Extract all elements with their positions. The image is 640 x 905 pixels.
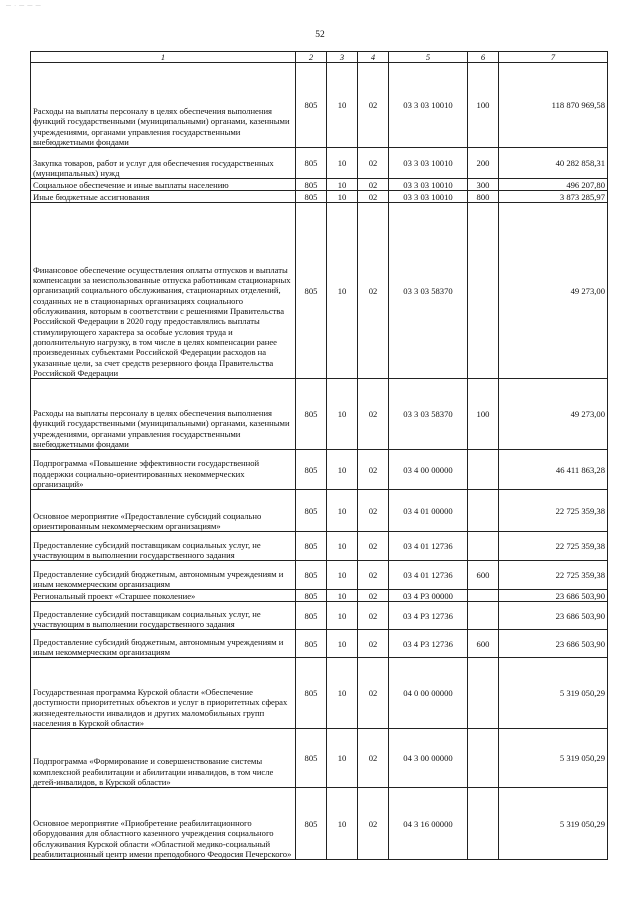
table-body [31,63,608,860]
expense-type-code [468,450,499,490]
table-row [31,561,608,590]
amount-value: 5 319 050,29 [499,658,608,729]
table-row [31,602,608,630]
amount-value: 40 282 858,31 [499,148,608,179]
subsection-code: 02 [358,148,389,179]
column-header: 5 [389,52,468,63]
target-code: 03 3 03 10010 [389,63,468,148]
section-code: 10 [327,602,358,630]
ministry-code: 805 [296,788,327,860]
amount-value: 46 411 863,28 [499,450,608,490]
amount-value: 3 873 285,97 [499,191,608,203]
expense-type-code [468,658,499,729]
target-code: 03 4 01 12736 [389,532,468,561]
subsection-code: 02 [358,788,389,860]
column-header: 7 [499,52,608,63]
section-code: 10 [327,532,358,561]
expense-type-code [468,532,499,561]
section-code: 10 [327,191,358,203]
section-code: 10 [327,590,358,602]
amount-value: 5 319 050,29 [499,729,608,788]
expense-type-code: 800 [468,191,499,203]
section-code: 10 [327,450,358,490]
table-row [31,788,608,860]
subsection-code: 02 [358,490,389,532]
subsection-code: 02 [358,191,389,203]
amount-value: 23 686 503,90 [499,602,608,630]
target-code: 04 0 00 00000 [389,658,468,729]
ministry-code: 805 [296,203,327,379]
subsection-code: 02 [358,658,389,729]
column-header: 2 [296,52,327,63]
expense-type-code [468,590,499,602]
target-code: 03 3 03 58370 [389,379,468,450]
amount-value: 5 319 050,29 [499,788,608,860]
expense-type-code: 200 [468,148,499,179]
amount-value: 22 725 359,38 [499,561,608,590]
section-code: 10 [327,658,358,729]
column-header: 4 [358,52,389,63]
expense-type-code [468,203,499,379]
subsection-code: 02 [358,630,389,658]
subsection-code: 02 [358,450,389,490]
amount-value: 49 273,00 [499,203,608,379]
row-name: Предоставление субсидий бюджетным, автономным учреждениям и иным некоммерческим организациям [31,630,296,658]
row-name: Иные бюджетные ассигнования [31,191,296,203]
row-name: Региональный проект «Старшее поколение» [31,590,296,602]
target-code: 03 4 P3 00000 [389,590,468,602]
table-row [31,379,608,450]
expense-type-code [468,788,499,860]
expense-type-code [468,602,499,630]
target-code: 03 3 03 10010 [389,179,468,191]
table-header-row [31,52,608,63]
scan-artifact: — · — — — [6,4,42,9]
subsection-code: 02 [358,729,389,788]
ministry-code: 805 [296,729,327,788]
row-name: Подпрограмма «Формирование и совершенствование системы комплексной реабилитации и абилитации инвалидов, в том числе детей-инвалидов, в Курской области» [31,729,296,788]
budget-table [30,51,608,860]
table-row [31,191,608,203]
amount-value: 22 725 359,38 [499,490,608,532]
ministry-code: 805 [296,602,327,630]
amount-value: 23 686 503,90 [499,630,608,658]
table-row [31,658,608,729]
section-code: 10 [327,788,358,860]
row-name: Основное мероприятие «Приобретение реабилитационного оборудования для областного казенного учреждения социального обслуживания Курской области «Областной медико-социальный реабилитационный центр имени преподобного Феодосия Печерского» [31,788,296,860]
ministry-code: 805 [296,179,327,191]
ministry-code: 805 [296,148,327,179]
ministry-code: 805 [296,658,327,729]
table-row [31,729,608,788]
column-header: 3 [327,52,358,63]
row-name: Предоставление субсидий бюджетным, автономным учреждениям и иным некоммерческим организациям [31,561,296,590]
ministry-code: 805 [296,191,327,203]
ministry-code: 805 [296,590,327,602]
row-name: Государственная программа Курской области «Обеспечение доступности приоритетных объектов и услуг в приоритетных сферах жизнедеятельности инвалидов и других маломобильных групп населения в Курской области» [31,658,296,729]
subsection-code: 02 [358,63,389,148]
target-code: 03 4 00 00000 [389,450,468,490]
amount-value: 49 273,00 [499,379,608,450]
subsection-code: 02 [358,602,389,630]
subsection-code: 02 [358,379,389,450]
target-code: 03 4 P3 12736 [389,602,468,630]
section-code: 10 [327,203,358,379]
table-row [31,450,608,490]
row-name: Закупка товаров, работ и услуг для обеспечения государственных (муниципальных) нужд [31,148,296,179]
expense-type-code: 100 [468,379,499,450]
section-code: 10 [327,561,358,590]
section-code: 10 [327,630,358,658]
table-row [31,148,608,179]
section-code: 10 [327,148,358,179]
amount-value: 23 686 503,90 [499,590,608,602]
row-name: Основное мероприятие «Предоставление субсидий социально ориентированным некоммерческим организациям» [31,490,296,532]
amount-value: 22 725 359,38 [499,532,608,561]
amount-value: 496 207,80 [499,179,608,191]
table-row [31,490,608,532]
amount-value: 118 870 969,58 [499,63,608,148]
target-code: 03 4 01 12736 [389,561,468,590]
column-header: 1 [31,52,296,63]
table-row [31,590,608,602]
subsection-code: 02 [358,590,389,602]
target-code: 03 3 03 10010 [389,191,468,203]
section-code: 10 [327,63,358,148]
expense-type-code [468,490,499,532]
column-header: 6 [468,52,499,63]
ministry-code: 805 [296,532,327,561]
ministry-code: 805 [296,379,327,450]
expense-type-code: 600 [468,561,499,590]
subsection-code: 02 [358,203,389,379]
table-row [31,179,608,191]
row-name: Предоставление субсидий поставщикам социальных услуг, не участвующим в выполнении государственного задания [31,532,296,561]
row-name: Социальное обеспечение и иные выплаты населению [31,179,296,191]
subsection-code: 02 [358,532,389,561]
target-code: 03 4 01 00000 [389,490,468,532]
target-code: 03 3 03 10010 [389,148,468,179]
subsection-code: 02 [358,561,389,590]
row-name: Финансовое обеспечение осуществления оплаты отпусков и выплаты компенсации за неиспользованные отпуска работникам стационарных организаций социального обслуживания, стационарных отделений, созданных не в стационарных организациях социального обслуживания, которым в соответствии с решениями Правительства Российской Федерации в 2020 году предоставлялись выплаты стимулирующего характера за особые условия труда и дополнительную нагрузку, в том числе в целях компенсации ранее произведенных субъектами Российской Федерации расходов на указанные цели, за счет средств резервного фонда Правительства Российской Федерации [31,203,296,379]
ministry-code: 805 [296,63,327,148]
ministry-code: 805 [296,630,327,658]
table-row [31,532,608,561]
table-row [31,63,608,148]
subsection-code: 02 [358,179,389,191]
row-name: Подпрограмма «Повышение эффективности государственной поддержки социально-ориентированных некоммерческих организаций» [31,450,296,490]
section-code: 10 [327,729,358,788]
expense-type-code: 600 [468,630,499,658]
expense-type-code [468,729,499,788]
expense-type-code: 300 [468,179,499,191]
target-code: 03 4 P3 12736 [389,630,468,658]
page-number: 52 [315,30,325,40]
table-row [31,203,608,379]
expense-type-code: 100 [468,63,499,148]
ministry-code: 805 [296,450,327,490]
target-code: 04 3 00 00000 [389,729,468,788]
row-name: Расходы на выплаты персоналу в целях обеспечения выполнения функций государственными (муниципальными) органами, казенными учреждениями, органами управления государственными внебюджетными фондами [31,379,296,450]
row-name: Предоставление субсидий поставщикам социальных услуг, не участвующим в выполнении государственного задания [31,602,296,630]
target-code: 03 3 03 58370 [389,203,468,379]
table-row [31,630,608,658]
section-code: 10 [327,179,358,191]
ministry-code: 805 [296,490,327,532]
section-code: 10 [327,379,358,450]
ministry-code: 805 [296,561,327,590]
row-name: Расходы на выплаты персоналу в целях обеспечения выполнения функций государственными (муниципальными) органами, казенными учреждениями, органами управления государственными внебюджетными фондами [31,63,296,148]
section-code: 10 [327,490,358,532]
target-code: 04 3 16 00000 [389,788,468,860]
